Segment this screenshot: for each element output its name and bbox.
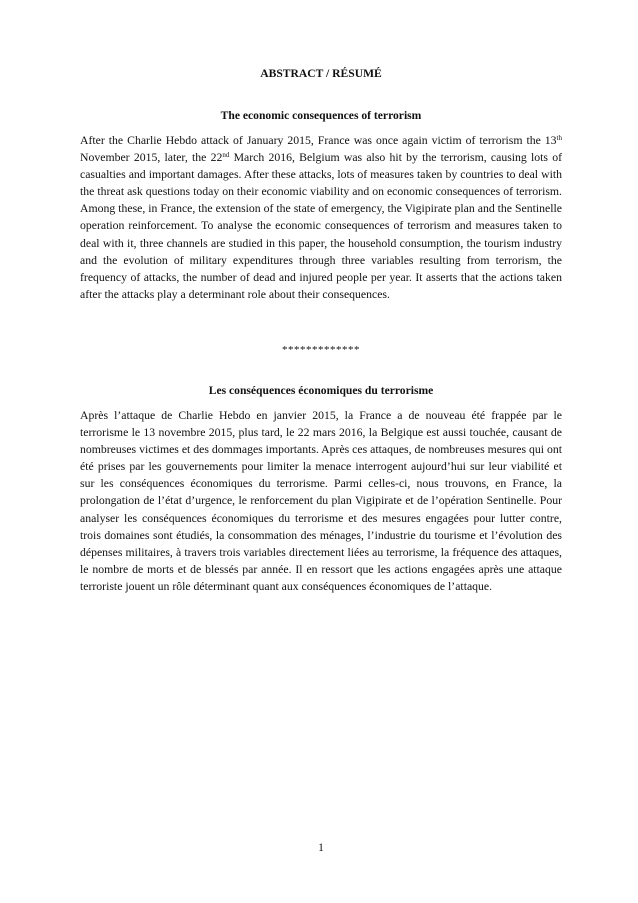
- page-number: 1: [318, 842, 324, 854]
- english-abstract-text-3: March 2016, Belgium was also hit by the terrorism, causing lots of casualties and important damages. After these attacks, lots of measures taken by countries to deal with the threat ask questions today on their economic viability and on economic consequences of terrorism. Among these, in France, the extension of the state of emergency, the Vigipirate plan and the Sentinelle operation reinforcement. To analyse the economic consequences of terrorism and measures taken to deal with it, three channels are studied in this paper, the household consumption, the tourism industry and the evolution of military expenditures through three variables resulting from terrorism, the frequency of attacks, the number of dead and injured people per year. It asserts that the actions taken after the attacks play a determinant role about their consequences.: [80, 151, 562, 301]
- separator: *************: [282, 344, 360, 356]
- french-abstract: Après l’attaque de Charlie Hebdo en janvier 2015, la France a de nouveau été frappée par le terrorisme le 13 novembre 2015, plus tard, le 22 mars 2016, la Belgique est aussi touchée, causant de nombreuses victimes et des dommages importants. Après ces attaques, de nombreuses mesures qui ont été prises par les gouvernements pour limiter la menace interrogent aujourd’hui sur leur viabilité et sur les conséquences économiques du terrorisme. Parmi celles-ci, nous trouvons, en France, la prolongation de l’état d’urgence, le renforcement du plan Vigipirate et de l’opération Sentinelle. Pour analyser les conséquences économiques du terrorisme et des mesures engagées pour lutter contre, trois domaines sont étudiés, la consommation des ménages, l’industrie du tourisme et l’évolution des dépenses militaires, à travers trois variables directement liées au terrorisme, la fréquence des attaques, le nombre de morts et de blessés par année. Il en ressort que les actions engagées après une attaque terroriste jouent un rôle déterminant quant aux conséquences économiques de l’attaque.: [80, 409, 562, 593]
- english-abstract: [80, 132, 562, 303]
- english-abstract-sup-1: th: [556, 134, 562, 142]
- english-title: The economic consequences of terrorism: [220, 109, 422, 122]
- english-abstract-sup-2: nd: [222, 151, 230, 160]
- section-title: ABSTRACT / RÉSUMÉ: [260, 67, 382, 80]
- english-abstract-text-2: November 2015, later, the 22: [80, 151, 223, 165]
- french-title: Les conséquences économiques du terrorisme: [208, 384, 434, 397]
- document-page: [80, 0, 562, 903]
- english-abstract-text-1: After the Charlie Hebdo attack of January 2015, France was once again victim of terrorism the 13: [80, 134, 557, 147]
